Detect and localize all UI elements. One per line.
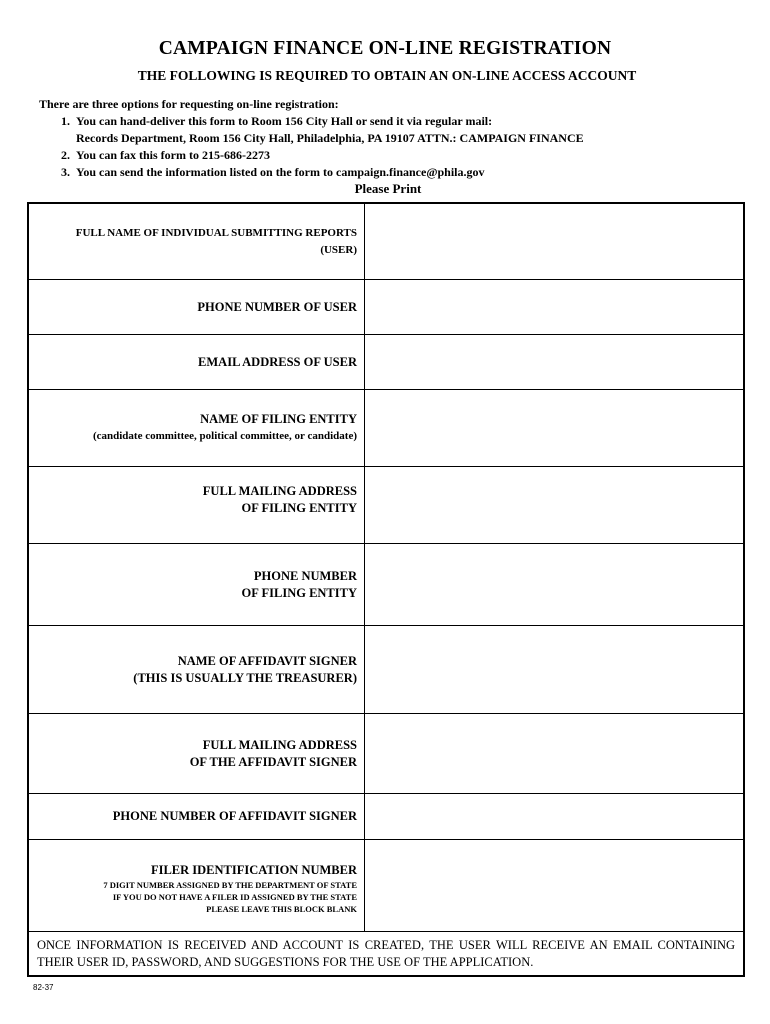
field-label-line1: FULL NAME OF INDIVIDUAL SUBMITTING REPORTS [75,226,357,239]
field-label-line2: OF THE AFFIDAVIT SIGNER [189,754,357,769]
form-row-user-email [29,335,743,390]
signer-address-field[interactable] [365,714,743,793]
option-1-text: You can hand-deliver this form to Room 156 City Hall or send it via regular mail: [76,114,493,128]
field-label [29,714,365,793]
option-2 [39,147,739,164]
option-2-number: 2. [61,148,70,162]
instructions [39,96,739,181]
signer-phone-field[interactable] [365,794,743,839]
form-row-signer-address [29,714,743,794]
field-label-line1: PHONE NUMBER OF USER [197,299,357,314]
page-subtitle: THE FOLLOWING IS REQUIRED TO OBTAIN AN ON-LINE ACCESS ACCOUNT [137,68,637,83]
option-1-address: Records Department, Room 156 City Hall, Philadelphia, PA 19107 ATTN.: CAMPAIGN FINANCE [76,131,584,145]
form-row-signer-phone [29,794,743,840]
field-label [29,544,365,625]
form-row-entity-phone [29,544,743,626]
option-3-text: You can send the information listed on the form to campaign.finance@phila.gov [76,165,485,179]
form-row-signer-name [29,626,743,714]
form-number: 82-37 [33,983,54,992]
field-label-line2: (USER) [320,243,357,256]
field-label [29,794,365,839]
field-label-line1: NAME OF FILING ENTITY [200,412,357,426]
option-1-number: 1. [61,114,70,128]
user-name-field[interactable] [365,204,743,279]
user-phone-field[interactable] [365,280,743,334]
field-label-note1: 7 DIGIT NUMBER ASSIGNED BY THE DEPARTMENT OF STATE [103,880,357,890]
form-row-filer-id [29,840,743,932]
option-1 [39,113,739,130]
field-label-line2: OF FILING ENTITY [241,585,357,600]
option-3 [39,164,739,181]
form-row-user-name [29,204,743,280]
entity-name-field[interactable] [365,390,743,466]
field-label [29,390,365,466]
entity-phone-field[interactable] [365,544,743,625]
field-label-line1: FULL MAILING ADDRESS [202,737,357,752]
field-label [29,840,365,931]
instructions-lead: There are three options for requesting on-line registration: [39,97,339,111]
field-label-line1: FULL MAILING ADDRESS [202,484,357,498]
field-label [29,204,365,279]
field-label [29,280,365,334]
form-row-entity-name [29,390,743,467]
field-label [29,335,365,389]
field-label-line1: EMAIL ADDRESS OF USER [198,354,357,369]
field-label-line1: PHONE NUMBER [253,568,357,583]
registration-form [27,202,745,977]
filer-id-field[interactable] [365,840,743,931]
field-label-line2: OF FILING ENTITY [241,501,357,515]
signer-name-field[interactable] [365,626,743,713]
field-label-line2: (THIS IS USUALLY THE TREASURER) [133,670,357,685]
account-notice: ONCE INFORMATION IS RECEIVED AND ACCOUNT IS CREATED, THE USER WILL RECEIVE AN EMAIL CONTAINING THEIR USER ID, PASSWORD, AND SUGGESTIONS FOR THE USE OF THE APPLICATION. [37,938,735,969]
field-label-note2: IF YOU DO NOT HAVE A FILER ID ASSIGNED BY THE STATE [112,892,357,902]
form-row-user-phone [29,280,743,335]
field-label-line1: NAME OF AFFIDAVIT SIGNER [177,653,357,668]
field-label-line2: (candidate committee, political committee, or candidate) [92,430,357,442]
form-row-entity-address [29,467,743,544]
field-label-line1: PHONE NUMBER OF AFFIDAVIT SIGNER [112,809,357,823]
field-label [29,467,365,543]
field-label [29,626,365,713]
please-print-label: Please Print [354,181,422,196]
user-email-field[interactable] [365,335,743,389]
option-3-number: 3. [61,165,70,179]
page-title: CAMPAIGN FINANCE ON-LINE REGISTRATION [158,38,612,59]
field-label-note3: PLEASE LEAVE THIS BLOCK BLANK [206,904,357,914]
entity-address-field[interactable] [365,467,743,543]
option-2-text: You can fax this form to 215-686-2273 [76,148,270,162]
field-label-line1: FILER IDENTIFICATION NUMBER [150,863,357,877]
